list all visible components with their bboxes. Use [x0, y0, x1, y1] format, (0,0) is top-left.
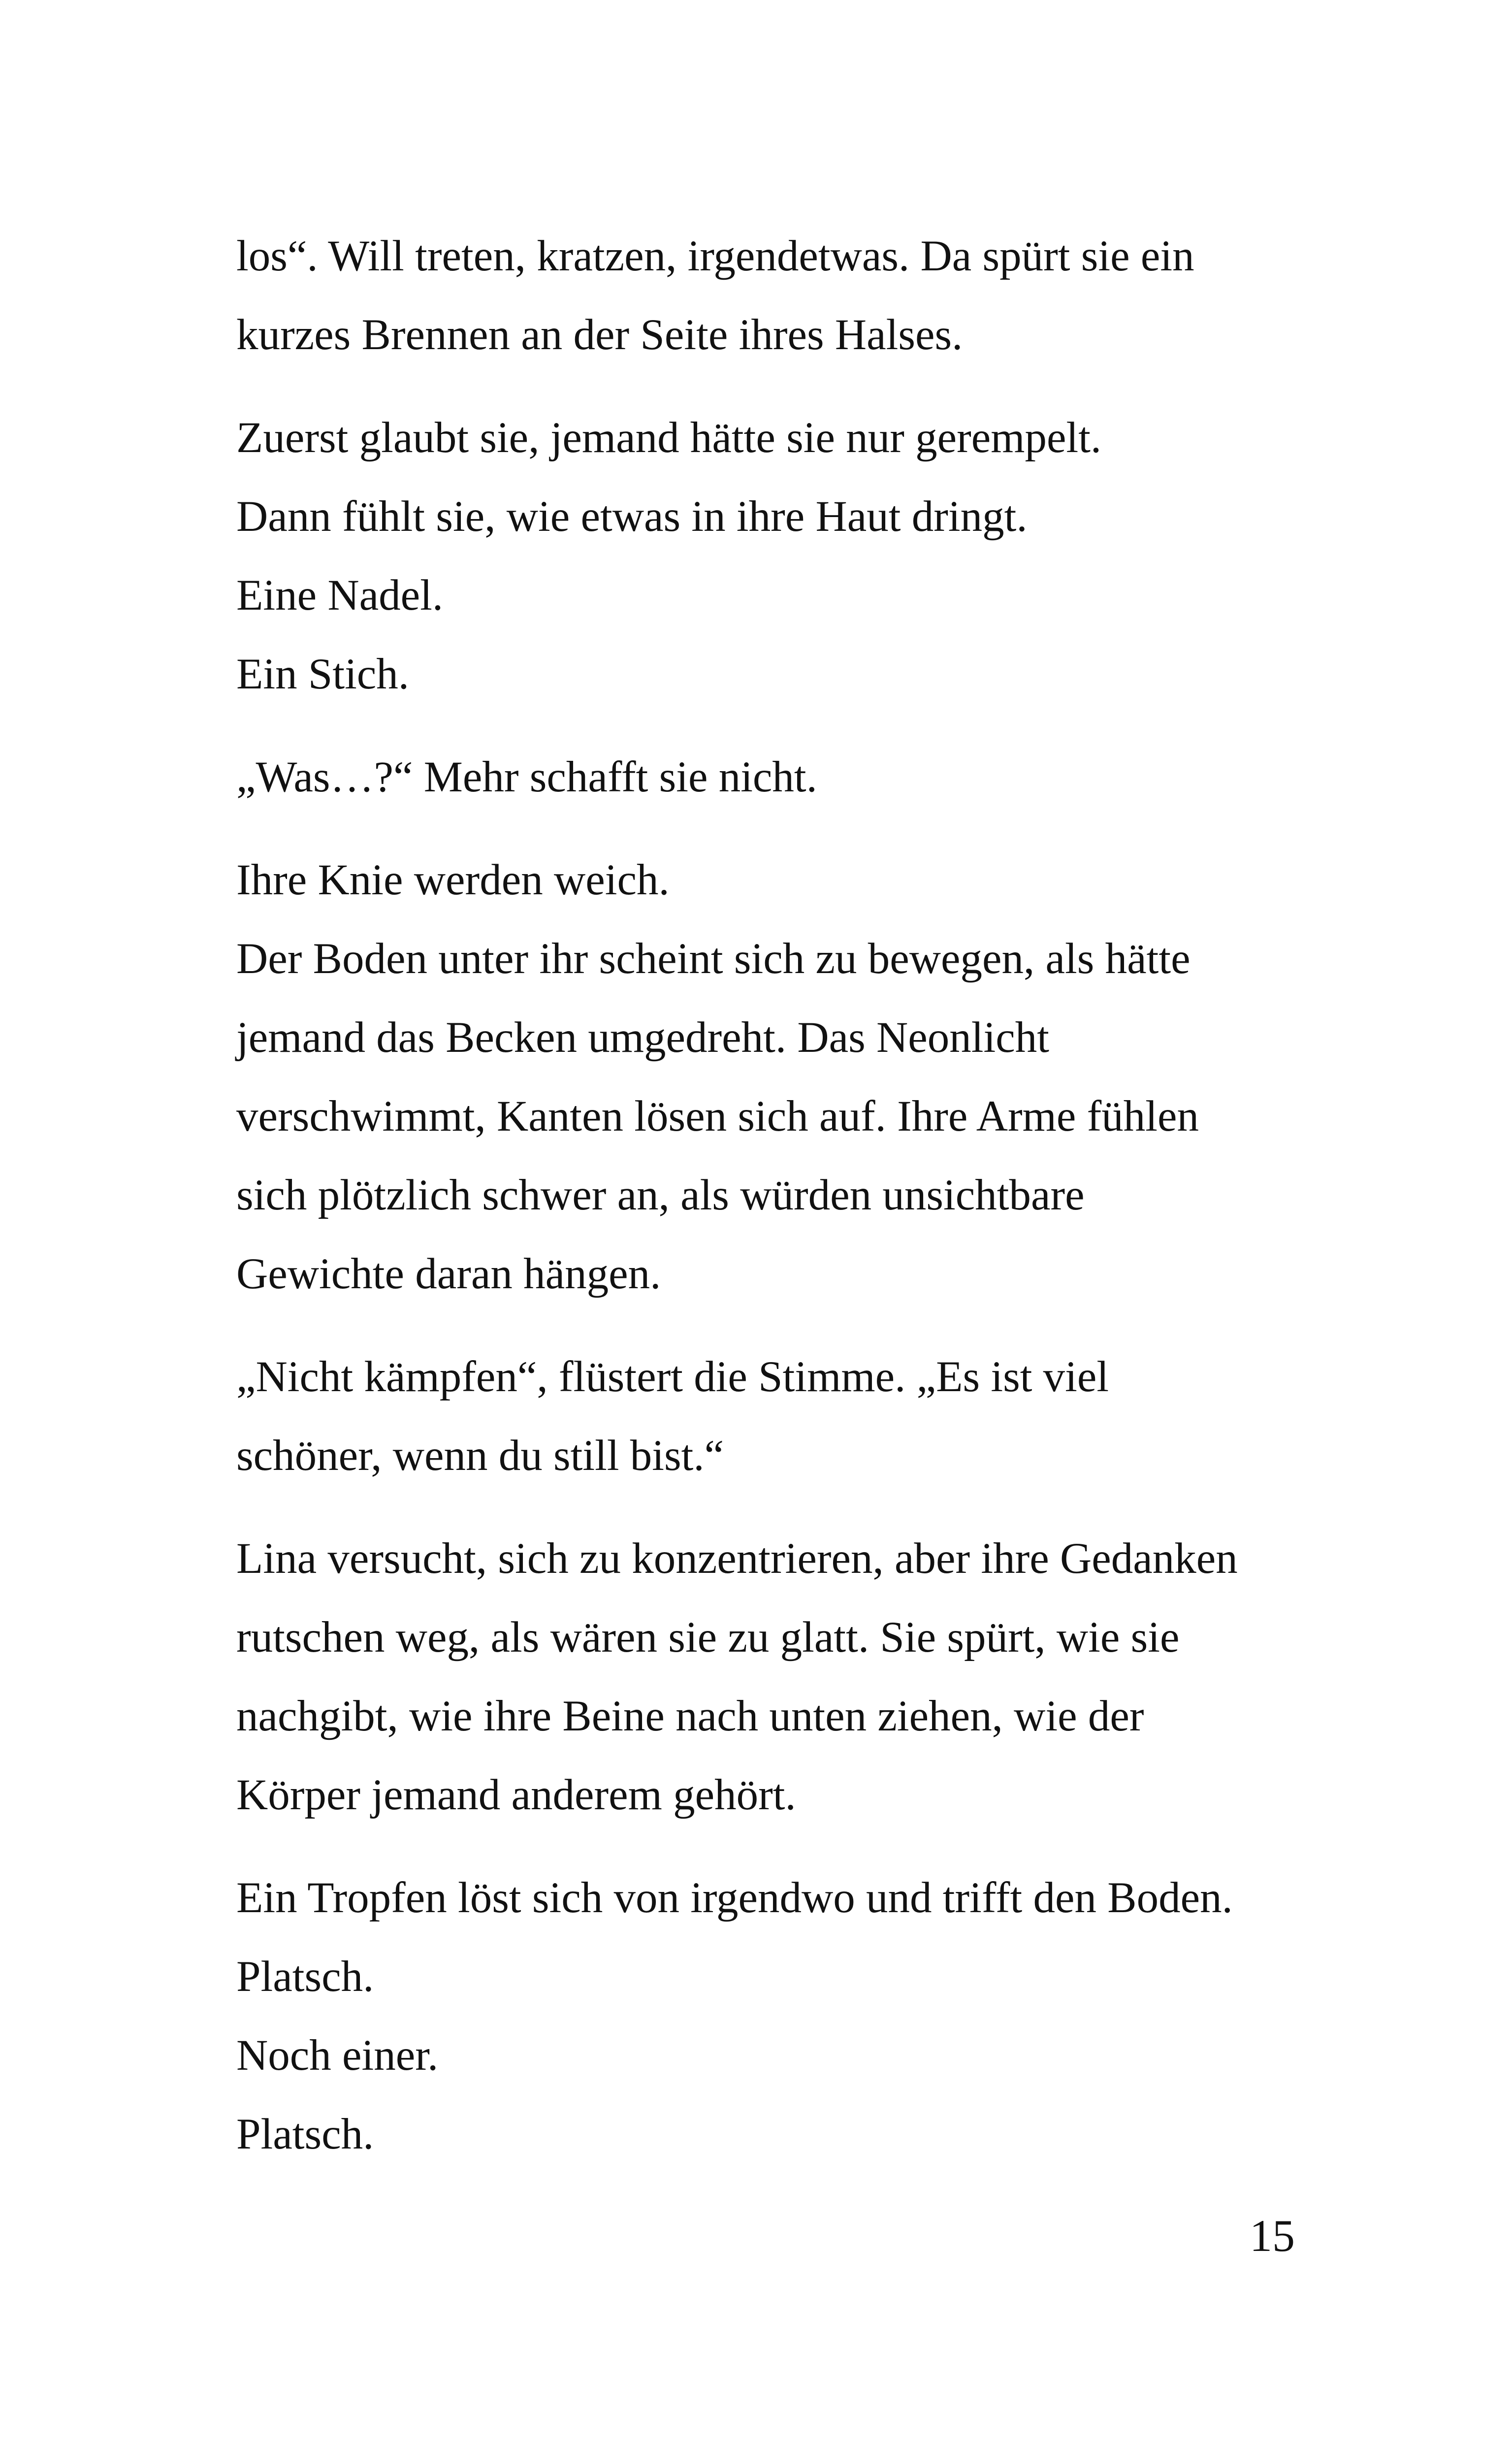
text-line: Dann fühlt sie, wie etwas in ihre Haut dringt. [236, 492, 1028, 541]
paragraph [236, 217, 1349, 374]
text-line: Lina versucht, sich zu konzentrieren, aber ihre Gedanken [236, 1534, 1238, 1583]
text-line: Zuerst glaubt sie, jemand hätte sie nur gerempelt. [236, 414, 1102, 462]
body-text [236, 217, 1349, 2198]
text-line: los“. Will treten, kratzen, irgendetwas. Da spürt sie ein [236, 232, 1194, 280]
paragraph [236, 1858, 1349, 2174]
text-line: Körper jemand anderem gehört. [236, 1771, 796, 1819]
paragraph [236, 1337, 1349, 1495]
text-line: Platsch. [236, 2110, 374, 2158]
text-line: nachgibt, wie ihre Beine nach unten ziehen, wie der [236, 1692, 1144, 1740]
paragraph [236, 738, 1349, 816]
text-line: Ihre Knie werden weich. [236, 856, 670, 904]
paragraph [236, 841, 1349, 1313]
text-line: sich plötzlich schwer an, als würden unsichtbare [236, 1171, 1085, 1219]
text-line: Gewichte daran hängen. [236, 1250, 661, 1298]
text-line: Noch einer. [236, 2031, 439, 2080]
paragraph [236, 1519, 1349, 1834]
text-line: „Nicht kämpfen“, flüstert die Stimme. „Es ist viel [236, 1353, 1109, 1401]
text-line: Ein Stich. [236, 650, 410, 698]
text-line: „Was…?“ Mehr schafft sie nicht. [236, 753, 817, 801]
text-line: verschwimmt, Kanten lösen sich auf. Ihre Arme fühlen [236, 1092, 1199, 1140]
text-line: Eine Nadel. [236, 571, 444, 619]
text-line: kurzes Brennen an der Seite ihres Halses. [236, 311, 963, 359]
text-line: Der Boden unter ihr scheint sich zu bewegen, als hätte [236, 935, 1190, 983]
page-number: 15 [1250, 2211, 1295, 2261]
text-line: schöner, wenn du still bist.“ [236, 1432, 724, 1480]
text-line: Platsch. [236, 1953, 374, 2001]
text-line: jemand das Becken umgedreht. Das Neonlicht [236, 1013, 1049, 1062]
paragraph [236, 398, 1349, 714]
text-line: rutschen weg, als wären sie zu glatt. Sie spürt, wie sie [236, 1613, 1180, 1661]
text-line: Ein Tropfen löst sich von irgendwo und trifft den Boden. [236, 1874, 1233, 1922]
